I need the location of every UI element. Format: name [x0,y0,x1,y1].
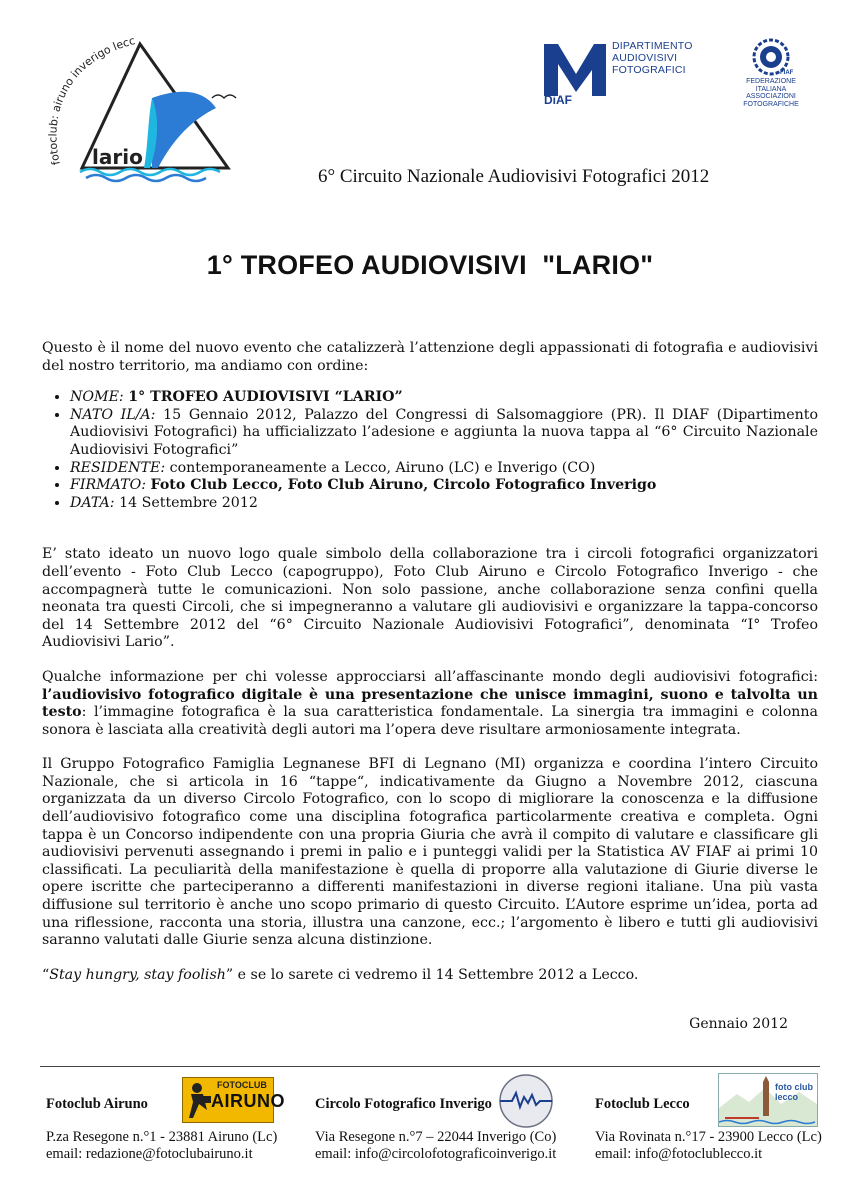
footer-divider [40,1066,820,1067]
fiaf-label [736,78,806,108]
circuit-title: 6° Circuito Nazionale Audiovisivi Fotografici 2012 [318,166,710,187]
fiaf-badge: FIAF [780,70,794,76]
page-title: 1° TROFEO AUDIOVISIVI "LARIO" [206,250,654,280]
list-item: • DATA: 14 Settembre 2012 [70,495,818,513]
event-details-list [42,389,818,512]
airuno-logo: FOTOCLUB AIRUNO [182,1077,274,1123]
list-item: • NOME: 1° TROFEO AUDIOVISIVI “LARIO” [70,389,818,407]
lario-arc-text: fotoclub: airuno inverigo lecc [46,36,137,167]
document-body [42,340,818,984]
diaf-logo [542,38,722,108]
fiaf-line3: ASSOCIAZIONI [746,93,796,100]
club-email: email: redazione@fotoclubairuno.it [46,1146,253,1162]
club-info-airuno [46,1129,277,1163]
club-name-lecco: Fotoclub Lecco [595,1096,690,1112]
intro-paragraph: Questo è il nome del nuovo evento che catalizzerà l’attenzione degli appassionati di fotografia e audiovisivi del nostro territorio, ma andiamo con ordine: [42,340,818,374]
club-address: Via Rovinata n.°17 - 23900 Lecco (Lc) [595,1129,822,1145]
list-item: • NATO IL/A: 15 Gennaio 2012, Palazzo del Congressi di Salsomaggiore (PR). Il DIAF (Dipartimento Audiovisivi Fotografici) ha ufficializzato l’adesione e aggiunta la nuova tappa al “6° Circuito Nazionale Audiovisivi Fotografici” [70,407,818,460]
lario-logo [40,36,245,186]
diaf-line3: FOTOGRAFICI [612,64,686,76]
club-address: Via Resegone n.°7 – 22044 Inverigo (Co) [315,1129,557,1145]
fiaf-logo [736,38,806,110]
inverigo-logo [498,1073,554,1129]
diaf-line2: AUDIOVISIVI [612,52,678,64]
lario-wordmark: lario [92,145,143,169]
list-item: • FIRMATO: Foto Club Lecco, Foto Club Airuno, Circolo Fotografico Inverigo [70,477,818,495]
diaf-mark: DiAF [544,93,572,106]
fiaf-line4: FOTOGRAFICHE [743,100,799,108]
diaf-line1: DIPARTIMENTO [612,40,693,52]
fiaf-line2: ITALIANA [755,85,787,93]
info-paragraph: Qualche informazione per chi volesse approcciarsi all’affascinante mondo degli audiovisivi fotografici: l’audiovisivo fotografico digitale è una presentazione che unisce immagini, suono e talvolta un testo: l’immagine fotografica è la sua caratteristica fondamentale. La sinergia tra immagini e colonna sonora è lasciata alla creatività degli autori ma l’opera deve risultare armoniosamente integrata. [42,668,818,738]
club-info-lecco [595,1129,822,1163]
diaf-label [612,40,693,76]
closing-paragraph: “Stay hungry, stay foolish” e se lo sarete ci vedremo il 14 Settembre 2012 a Lecco. [42,966,639,983]
club-name-airuno: Fotoclub Airuno [46,1096,148,1112]
club-address: P.za Resegone n.°1 - 23881 Airuno (Lc) [46,1129,278,1145]
list-item: • RESIDENTE: contemporaneamente a Lecco, Airuno (LC) e Inverigo (CO) [70,460,818,478]
fiaf-line1: FEDERAZIONE [746,78,796,85]
lecco-logo [718,1073,818,1127]
document-date: Gennaio 2012 [689,1016,788,1032]
club-email: email: info@fotoclublecco.it [595,1146,763,1162]
circuit-paragraph: Il Gruppo Fotografico Famiglia Legnanese BFI di Legnano (MI) organizza e coordina l’intero Circuito Nazionale, che si articola in 16 “tappe“, indicativamente da Giugno a Novembre 2012, ciascuna organizzata da un diverso Circolo Fotografico, con lo scopo di migliorare la conoscenza e la diffusione dell’audiovisivo fotografico come una disciplina fotografica particolarmente creativa e completa. Ogni tappa è un Concorso indipendente con una propria Giuria che avrà il compito di valutare e classificare gli audiovisivi pervenuti assegnando i premi in palio e i punteggi validi per la Statistica AV FIAF ai primi 10 classificati. La peculiarità della manifestazione è quella di proporre alla valutazione di Giurie diverse le opere iscritte che parteciperanno a differenti manifestazioni in diverse regioni italiane. Una più vasta diffusione sul territorio è anche uno scopo primario di questo Circuito. L’Autore esprime un’idea, porta ad una riflessione, racconta una storia, illustra una canzone, ecc.; l’argomento è libero e tutti gli audiovisivi saranno valutati dalle Giurie senza alcuna distinzione. [42,756,818,949]
club-name-inverigo: Circolo Fotografico Inverigo [315,1096,492,1112]
logo-paragraph: E’ stato ideato un nuovo logo quale simbolo della collaborazione tra i circoli fotografici organizzatori dell’evento - Foto Club Lecco (capogruppo), Foto Club Airuno e Circolo Fotografico Inverigo - che accompagnerà tutte le comunicazioni. Non solo passione, anche collaborazione senza confini quella neonata tra questi Circoli, che si impegneranno a valutare gli audiovisivi e organizzare la tappa-concorso del 14 Settembre 2012 del “6° Circuito Nazionale Audiovisivi Fotografici”, denominata “I° Trofeo Audiovisivi Lario”. [42,546,818,651]
club-email: email: info@circolofotograficoinverigo.it [315,1146,557,1162]
lecco-logo-text: foto club lecco [775,1082,813,1102]
club-info-inverigo [315,1129,556,1163]
